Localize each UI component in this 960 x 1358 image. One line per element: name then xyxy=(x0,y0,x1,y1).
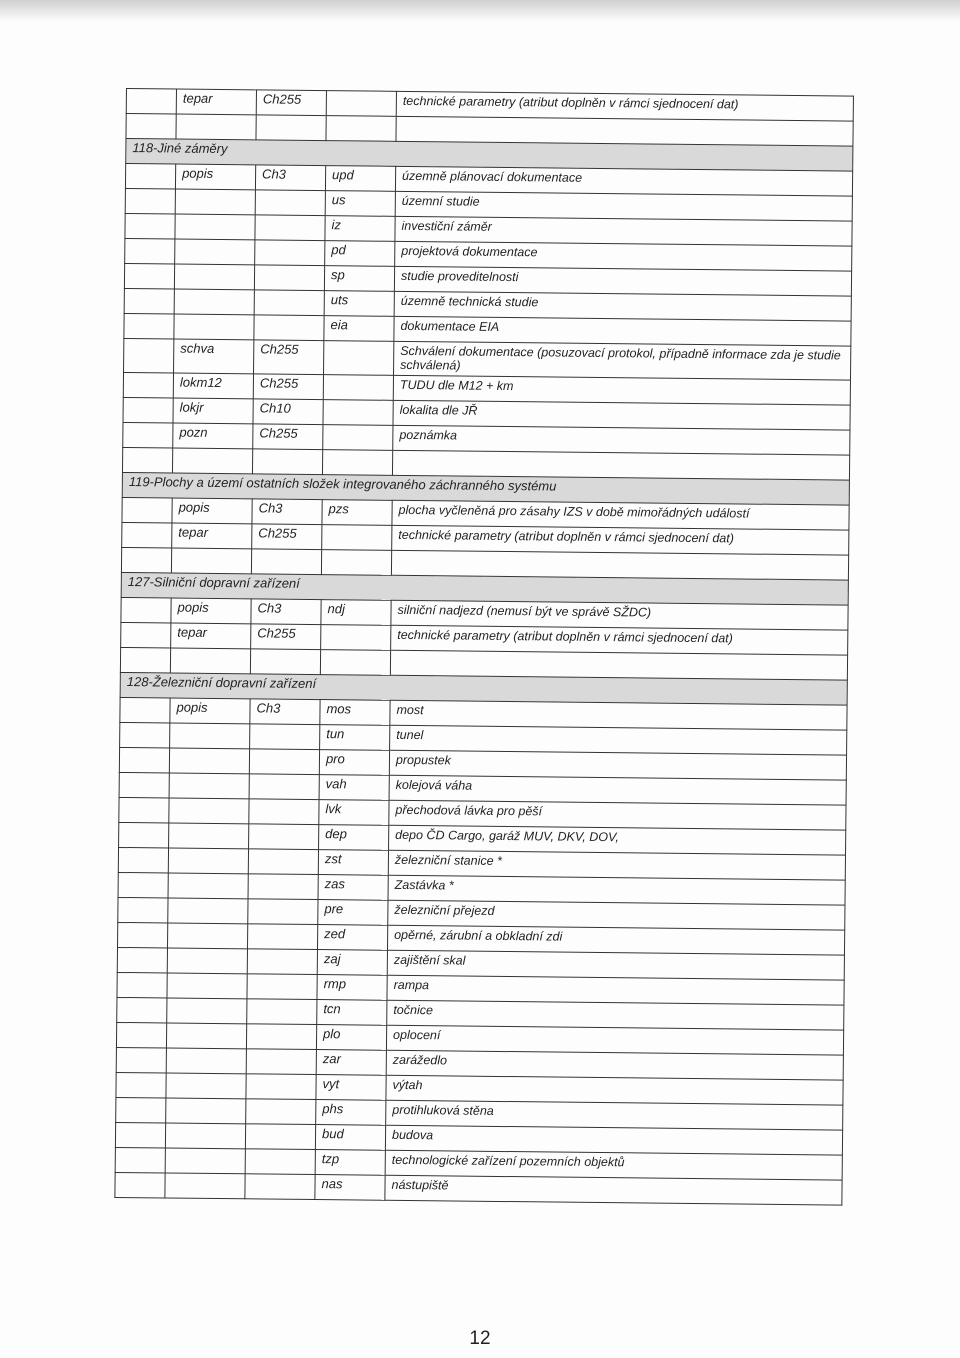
value-code-cell xyxy=(321,624,391,650)
value-code-cell: tzp xyxy=(315,1149,385,1175)
data-type-cell xyxy=(247,949,317,975)
attribute-name-cell: schva xyxy=(174,339,254,374)
indent-cell xyxy=(125,213,175,239)
description-cell: TUDU dle M12 + km xyxy=(393,375,850,405)
attribute-name-cell xyxy=(169,823,249,849)
value-code-cell: zaj xyxy=(317,949,387,975)
indent-cell xyxy=(121,597,171,623)
attribute-name-cell xyxy=(165,1123,245,1149)
description-cell: technologické zařízení pozemních objektů xyxy=(385,1150,842,1180)
attribute-name-cell: lokm12 xyxy=(173,373,253,399)
description-cell: technické parametry (atribut doplněn v rámci sjednocení dat) xyxy=(392,525,849,555)
description-cell: nástupiště xyxy=(385,1175,842,1205)
attribute-name-cell xyxy=(165,1148,245,1174)
indent-cell xyxy=(123,397,173,423)
data-type-cell xyxy=(249,774,319,800)
description-cell: plocha vyčleněná pro zásahy IZS v době mimořádných událostí xyxy=(392,500,849,530)
data-type-cell: Ch3 xyxy=(252,499,322,525)
attribute-name-cell xyxy=(169,748,249,774)
description-cell: přechodová lávka pro pěší xyxy=(389,800,846,830)
indent-cell xyxy=(119,772,169,798)
indent-cell xyxy=(125,188,175,214)
description-cell: depo ČD Cargo, garáž MUV, DKV, DOV, xyxy=(389,825,846,855)
data-type-cell xyxy=(246,1074,316,1100)
value-code-cell: eia xyxy=(324,316,394,342)
description-cell: železniční přejezd xyxy=(388,900,845,930)
empty-cell xyxy=(171,548,251,574)
indent-cell xyxy=(116,1022,166,1048)
description-cell: územně technická studie xyxy=(394,291,851,321)
indent-cell xyxy=(122,522,172,548)
value-code-cell: vyt xyxy=(316,1074,386,1100)
empty-cell xyxy=(320,649,390,675)
section-title: 118-Jiné záměry xyxy=(126,139,853,172)
indent-cell xyxy=(126,89,176,115)
value-code-cell: uts xyxy=(324,291,394,317)
section-title: 128-Železniční dopravní zařízení xyxy=(120,672,847,705)
indent-cell xyxy=(118,847,168,873)
value-code-cell: tun xyxy=(320,724,390,750)
indent-cell xyxy=(122,497,172,523)
value-code-cell: us xyxy=(325,191,395,217)
description-cell: propustek xyxy=(389,750,846,780)
empty-cell xyxy=(256,115,326,141)
data-type-cell: Ch255 xyxy=(252,524,322,550)
value-code-cell: zed xyxy=(317,924,387,950)
value-code-cell: pzs xyxy=(322,499,392,525)
empty-cell xyxy=(170,648,250,674)
data-type-cell xyxy=(248,874,318,900)
attribute-name-cell: tepar xyxy=(172,523,252,549)
indent-cell xyxy=(124,338,174,372)
description-cell: poznámka xyxy=(393,425,850,455)
indent-cell xyxy=(116,1047,166,1073)
attribute-table-body xyxy=(115,89,854,1205)
attribute-name-cell: popis xyxy=(175,164,255,190)
indent-cell xyxy=(116,1072,166,1098)
section-title: 119-Plochy a území ostatních složek integrovaného záchranného systému xyxy=(122,472,849,505)
attribute-name-cell xyxy=(166,1098,246,1124)
description-cell: zarážedlo xyxy=(386,1050,843,1080)
value-code-cell: dep xyxy=(319,824,389,850)
value-code-cell: mos xyxy=(320,699,390,725)
description-cell: budova xyxy=(385,1125,842,1155)
data-type-cell: Ch255 xyxy=(256,90,326,116)
attribute-name-cell xyxy=(168,848,248,874)
value-code-cell: bud xyxy=(315,1124,385,1150)
indent-cell xyxy=(117,947,167,973)
data-type-cell xyxy=(255,240,325,266)
data-type-cell: Ch255 xyxy=(253,424,323,450)
description-cell: oplocení xyxy=(386,1025,843,1055)
value-code-cell xyxy=(322,524,392,550)
indent-cell xyxy=(118,922,168,948)
attribute-name-cell xyxy=(169,773,249,799)
document-table-area xyxy=(114,88,854,1205)
indent-cell xyxy=(119,822,169,848)
description-cell: technické parametry (atribut doplněn v rámci sjednocení dat) xyxy=(391,625,848,655)
empty-cell xyxy=(322,449,392,475)
value-code-cell: pre xyxy=(318,899,388,925)
indent-cell xyxy=(116,1097,166,1123)
data-type-cell xyxy=(245,1149,315,1175)
data-type-cell xyxy=(249,824,319,850)
data-type-cell xyxy=(249,799,319,825)
empty-cell xyxy=(120,647,170,673)
data-type-cell xyxy=(249,749,319,775)
empty-cell xyxy=(122,447,172,473)
indent-cell xyxy=(121,622,171,648)
data-type-cell: Ch255 xyxy=(253,374,323,400)
description-cell: silniční nadjezd (nemusí být ve správě SŽDC) xyxy=(391,600,848,630)
value-code-cell xyxy=(323,374,393,400)
attribute-name-cell: popis xyxy=(171,598,251,624)
indent-cell xyxy=(115,1147,165,1173)
indent-cell xyxy=(125,164,175,190)
empty-cell xyxy=(126,114,176,140)
attribute-name-cell: tepar xyxy=(176,89,256,115)
data-type-cell xyxy=(247,999,317,1025)
value-code-cell: tcn xyxy=(317,999,387,1025)
description-cell: studie proveditelnosti xyxy=(394,266,851,296)
attribute-name-cell xyxy=(167,998,247,1024)
value-code-cell: plo xyxy=(316,1024,386,1050)
data-type-cell xyxy=(247,924,317,950)
description-cell: kolejová váha xyxy=(389,775,846,805)
data-type-cell xyxy=(250,724,320,750)
description-cell: Schválení dokumentace (posuzovací protokol, případně informace zda je studie schválená) xyxy=(394,341,851,380)
description-cell: tunel xyxy=(390,725,847,755)
attribute-name-cell: popis xyxy=(170,698,250,724)
indent-cell xyxy=(117,997,167,1023)
value-code-cell: zst xyxy=(318,849,388,875)
value-code-cell: vah xyxy=(319,774,389,800)
attribute-name-cell xyxy=(174,264,254,290)
value-code-cell: sp xyxy=(324,266,394,292)
attribute-name-cell xyxy=(169,798,249,824)
data-type-cell: Ch3 xyxy=(255,165,325,191)
page-number: 12 xyxy=(469,1328,491,1349)
data-type-cell xyxy=(246,1024,316,1050)
value-code-cell: pro xyxy=(319,749,389,775)
description-cell: zajištění skal xyxy=(387,950,844,980)
data-type-cell xyxy=(247,974,317,1000)
description-cell: technické parametry (atribut doplněn v rámci sjednocení dat) xyxy=(396,91,853,121)
indent-cell xyxy=(125,238,175,264)
description-cell: lokalita dle JŘ xyxy=(393,400,850,430)
attribute-name-cell: pozn xyxy=(173,423,253,449)
attribute-name-cell xyxy=(167,923,247,949)
data-type-cell xyxy=(255,190,325,216)
attribute-table xyxy=(114,88,854,1205)
data-type-cell xyxy=(248,849,318,875)
indent-cell xyxy=(124,288,174,314)
data-type-cell xyxy=(245,1124,315,1150)
indent-cell xyxy=(118,872,168,898)
description-cell: most xyxy=(390,700,847,730)
empty-cell xyxy=(250,649,320,675)
description-cell: rampa xyxy=(387,975,844,1005)
attribute-name-cell: popis xyxy=(172,498,252,524)
description-cell: územní studie xyxy=(395,191,852,221)
indent-cell xyxy=(123,422,173,448)
data-type-cell: Ch10 xyxy=(253,399,323,425)
value-code-cell xyxy=(324,341,394,375)
section-title: 127-Silniční dopravní zařízení xyxy=(121,572,848,605)
empty-cell xyxy=(252,449,322,475)
value-code-cell xyxy=(323,399,393,425)
indent-cell xyxy=(119,747,169,773)
indent-cell xyxy=(119,797,169,823)
attribute-name-cell: tepar xyxy=(171,623,251,649)
value-code-cell: zar xyxy=(316,1049,386,1075)
description-cell: točnice xyxy=(387,1000,844,1030)
empty-cell xyxy=(321,549,391,575)
attribute-name-cell xyxy=(174,289,254,315)
data-type-cell: Ch3 xyxy=(250,699,320,725)
description-cell: železniční stanice * xyxy=(388,850,845,880)
data-type-cell xyxy=(254,290,324,316)
attribute-name-cell xyxy=(175,214,255,240)
data-type-cell xyxy=(248,899,318,925)
attribute-name-cell: lokjr xyxy=(173,398,253,424)
attribute-name-cell xyxy=(166,1048,246,1074)
value-code-cell xyxy=(323,424,393,450)
value-code-cell: zas xyxy=(318,874,388,900)
value-code-cell: phs xyxy=(316,1099,386,1125)
value-code-cell: lvk xyxy=(319,799,389,825)
attribute-name-cell xyxy=(166,1023,246,1049)
empty-cell xyxy=(172,448,252,474)
data-type-cell xyxy=(246,1099,316,1125)
data-type-cell xyxy=(246,1049,316,1075)
data-type-cell xyxy=(245,1174,315,1200)
value-code-cell: nas xyxy=(315,1174,385,1200)
indent-cell xyxy=(120,722,170,748)
description-cell: výtah xyxy=(386,1075,843,1105)
attribute-name-cell xyxy=(168,898,248,924)
attribute-name-cell xyxy=(168,873,248,899)
value-code-cell: upd xyxy=(325,166,395,192)
value-code-cell: rmp xyxy=(317,974,387,1000)
attribute-name-cell xyxy=(166,1073,246,1099)
indent-cell xyxy=(115,1122,165,1148)
scan-edge-shadow xyxy=(0,0,960,22)
value-code-cell: pd xyxy=(325,241,395,267)
value-code-cell: ndj xyxy=(321,599,391,625)
empty-cell xyxy=(176,114,256,140)
data-type-cell xyxy=(254,265,324,291)
data-type-cell xyxy=(254,315,324,341)
indent-cell xyxy=(117,972,167,998)
description-cell: investiční záměr xyxy=(395,216,852,246)
description-cell: protihluková stěna xyxy=(386,1100,843,1130)
data-type-cell: Ch255 xyxy=(254,340,324,374)
empty-cell xyxy=(326,116,396,142)
description-cell: územně plánovací dokumentace xyxy=(395,166,852,196)
data-type-cell: Ch3 xyxy=(251,599,321,625)
empty-cell xyxy=(251,549,321,575)
description-cell: dokumentace EIA xyxy=(394,316,851,346)
description-cell: Zastávka * xyxy=(388,875,845,905)
attribute-name-cell xyxy=(170,723,250,749)
attribute-name-cell xyxy=(175,189,255,215)
value-code-cell: iz xyxy=(325,216,395,242)
value-code-cell xyxy=(326,91,396,117)
data-type-cell: Ch255 xyxy=(251,624,321,650)
attribute-name-cell xyxy=(174,314,254,340)
attribute-name-cell xyxy=(175,239,255,265)
indent-cell xyxy=(118,897,168,923)
description-cell: projektová dokumentace xyxy=(395,241,852,271)
data-type-cell xyxy=(255,215,325,241)
attribute-name-cell xyxy=(167,948,247,974)
indent-cell xyxy=(123,372,173,398)
indent-cell xyxy=(124,313,174,339)
indent-cell xyxy=(115,1172,165,1198)
description-cell: opěrné, zárubní a obkladní zdi xyxy=(387,925,844,955)
attribute-name-cell xyxy=(167,973,247,999)
attribute-name-cell xyxy=(165,1173,245,1199)
indent-cell xyxy=(120,697,170,723)
indent-cell xyxy=(124,263,174,289)
empty-cell xyxy=(121,547,171,573)
